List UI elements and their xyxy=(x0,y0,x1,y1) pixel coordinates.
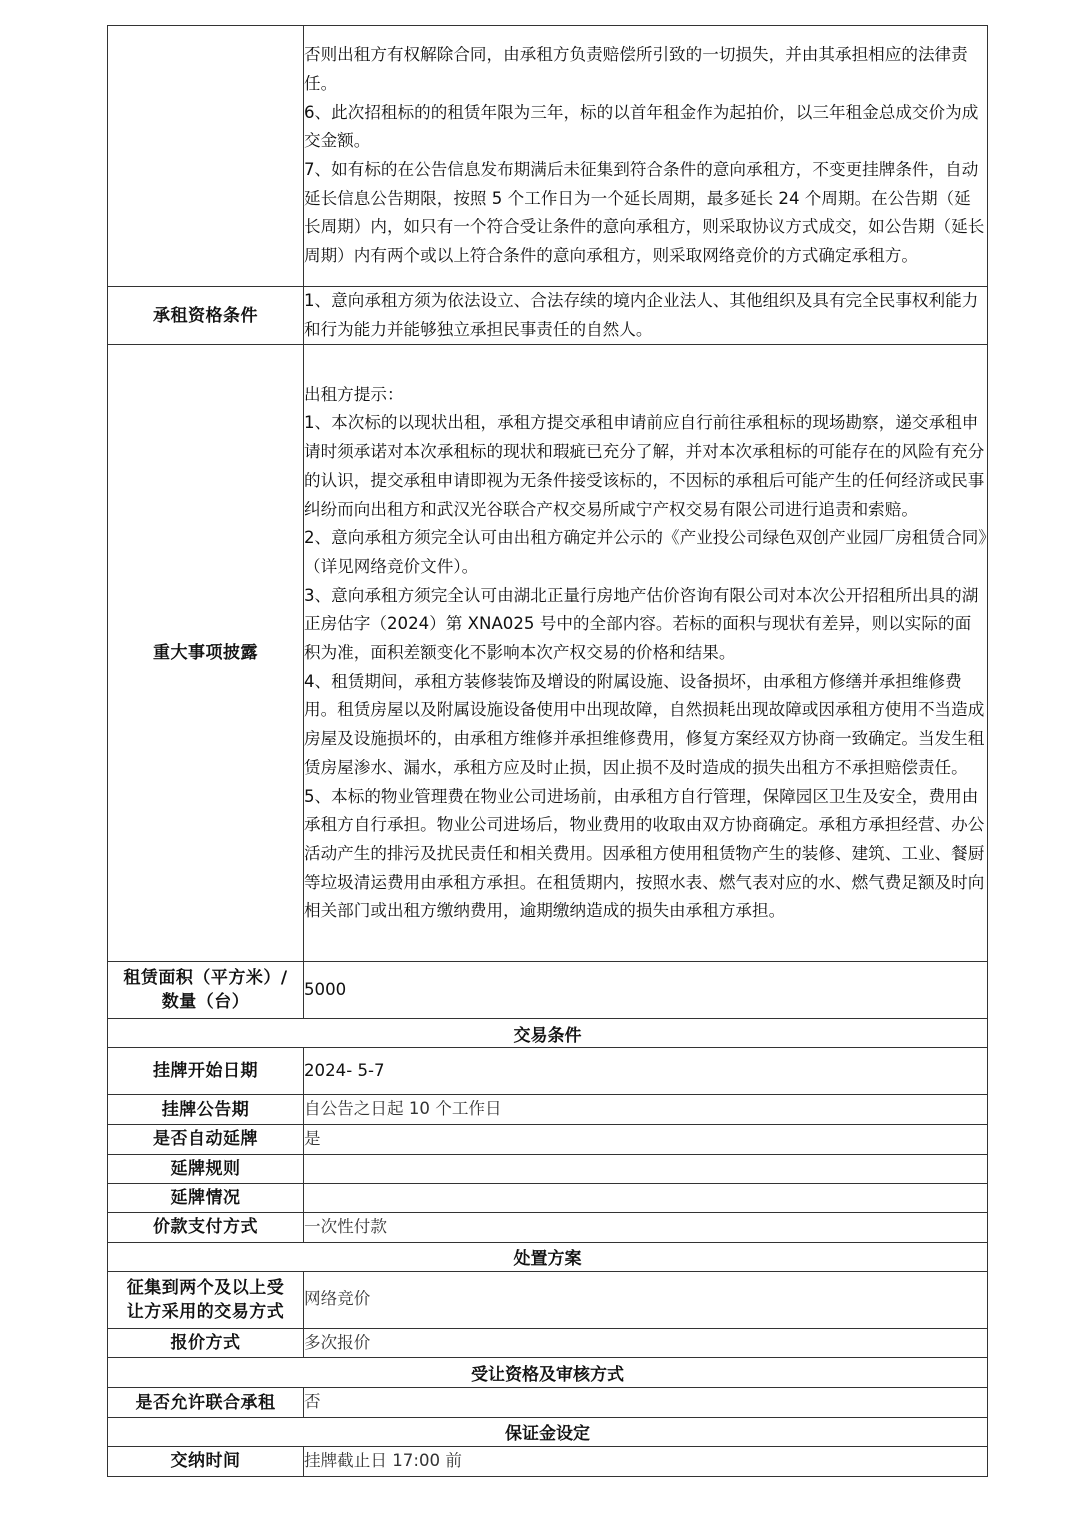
row-label xyxy=(108,962,304,1019)
row-value: 一次性付款 xyxy=(304,1212,988,1242)
row-value: 多次报价 xyxy=(304,1328,988,1358)
label-line: 征集到两个及以上受 xyxy=(126,1277,285,1298)
section-header xyxy=(108,1242,988,1271)
paragraph: 3、意向承租方须完全认可由湖北正量行房地产估价咨询有限公司对本次公开招租所出具的湖正房估字（2024）第 XNA025 号中的全部内容。若标的面积与现状有差异，则以实际的面积为准，面积差额变化不影响本次产权交易的价格和结果。 xyxy=(304,585,979,663)
row-value: 是 xyxy=(304,1125,988,1155)
row-value: 网络竞价 xyxy=(304,1271,988,1328)
section-title: 交易条件 xyxy=(108,1019,988,1048)
table-row xyxy=(108,1446,988,1476)
section-header xyxy=(108,1019,988,1048)
row-label: 是否允许联合承租 xyxy=(108,1388,304,1418)
paragraph: 出租方提示： xyxy=(304,384,404,404)
paragraph: 1、意向承租方须为依法设立、合法存续的境内企业法人、其他组织及具有完全民事权利能力和行为能力并能够独立承担民事责任的自然人。 xyxy=(304,291,979,339)
section-title: 保证金设定 xyxy=(108,1417,988,1446)
table-row xyxy=(108,287,988,345)
table-row xyxy=(108,1095,988,1125)
row-label xyxy=(108,1271,304,1328)
label-line: 租赁面积（平方米）/ xyxy=(123,968,288,989)
qualification-value xyxy=(304,287,988,345)
paragraph: 7、如有标的在公告信息发布期满后未征集到符合条件的意向承租方，不变更挂牌条件，自动延长信息公告期限，按照 5 个工作日为一个延长周期，最多延长 24 个周期。在公告期（延长周期）内，如只有一个符合受让条件的意向承租方，则采取协议方式成交，如公告期（延长周期）内有两个或以上符合条件的意向承租方，则采取网络竞价的方式确定承租方。 xyxy=(304,160,985,266)
table-row xyxy=(108,345,988,962)
table-row xyxy=(108,1212,988,1242)
listing-info-table xyxy=(107,25,988,1477)
table-row xyxy=(108,1183,988,1212)
row-label: 延牌规则 xyxy=(108,1154,304,1183)
row-label: 重大事项披露 xyxy=(108,345,304,962)
row-value: 2024- 5-7 xyxy=(304,1048,988,1095)
section-header xyxy=(108,1358,988,1388)
row-value: 自公告之日起 10 个工作日 xyxy=(304,1095,988,1125)
table-row xyxy=(108,1328,988,1358)
row-value xyxy=(304,1154,988,1183)
table-row xyxy=(108,1388,988,1418)
disclosure-value xyxy=(304,345,988,962)
row-label: 是否自动延牌 xyxy=(108,1125,304,1155)
paragraph: 5、本标的物业管理费在物业公司进场前，由承租方自行管理，保障园区卫生及安全，费用由承租方自行承担。物业公司进场后，物业费用的收取由双方协商确定。承租方承担经营、办公活动产生的排污及扰民责任和相关费用。因承租方使用租赁物产生的装修、建筑、工业、餐厨等垃圾清运费用由承租方承担。在租赁期内，按照水表、燃气表对应的水、燃气费足额及时向相关部门或出租方缴纳费用，逾期缴纳造成的损失由承租方承担。 xyxy=(304,786,985,921)
section-title: 处置方案 xyxy=(108,1242,988,1271)
paragraph: 6、此次招租标的的租赁年限为三年，标的以首年租金作为起拍价，以三年租金总成交价为成交金额。 xyxy=(304,102,979,151)
row-value: 挂牌截止日 17:00 前 xyxy=(304,1446,988,1476)
area-value: 5000 xyxy=(304,962,988,1019)
row-label: 交纳时间 xyxy=(108,1446,304,1476)
row-label: 承租资格条件 xyxy=(108,287,304,345)
table-row xyxy=(108,26,988,287)
paragraph: 4、租赁期间，承租方装修装饰及增设的附属设施、设备损坏，由承租方修缮并承担维修费用。租赁房屋以及附属设施设备使用中出现故障，自然损耗出现故障或因承租方使用不当造成房屋及设施损坏的，由承租方维修并承担维修费用，修复方案经双方协商一致确定。当发生租赁房屋渗水、漏水，承租方应及时止损，因止损不及时造成的损失出租方不承担赔偿责任。 xyxy=(304,671,985,777)
paragraph: 否则出租方有权解除合同，由承租方负责赔偿所引致的一切损失，并由其承担相应的法律责任。 xyxy=(304,45,968,93)
label-line: 让方采用的交易方式 xyxy=(126,1301,285,1322)
table-row xyxy=(108,1125,988,1155)
paragraph: 1、本次标的以现状出租，承租方提交承租申请前应自行前往承租标的现场勘察，递交承租申请时须承诺对本次承租标的现状和瑕疵已充分了解，并对本次承租标的可能存在的风险有充分的认识，提交承租申请即视为无条件接受该标的，不因标的承租后可能产生的任何经济或民事纠纷而向出租方和武汉光谷联合产权交易所咸宁产权交易有限公司进行追责和索赔。 xyxy=(304,413,985,519)
row-label: 报价方式 xyxy=(108,1328,304,1358)
table-row xyxy=(108,1271,988,1328)
section-title: 受让资格及审核方式 xyxy=(108,1358,988,1388)
row-label: 挂牌公告期 xyxy=(108,1095,304,1125)
terms-continuation-cell xyxy=(304,26,988,287)
paragraph: 2、意向承租方须完全认可由出租方确定并公示的《产业投公司绿色双创产业园厂房租赁合同》（详见网络竞价文件）。 xyxy=(304,528,987,576)
row-label: 延牌情况 xyxy=(108,1183,304,1212)
label-line: 数量（台） xyxy=(161,992,250,1013)
section-header xyxy=(108,1417,988,1446)
table-row xyxy=(108,962,988,1019)
row-value xyxy=(304,1183,988,1212)
table-row xyxy=(108,1048,988,1095)
table-row xyxy=(108,1154,988,1183)
row-label-empty xyxy=(108,26,304,287)
row-label: 挂牌开始日期 xyxy=(108,1048,304,1095)
row-value: 否 xyxy=(304,1388,988,1418)
row-label: 价款支付方式 xyxy=(108,1212,304,1242)
